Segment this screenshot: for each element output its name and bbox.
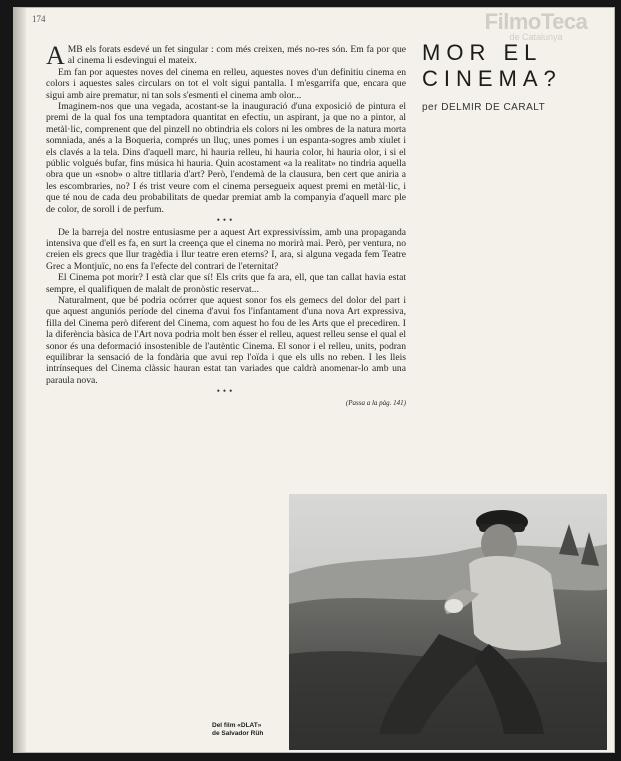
article-paragraph (46, 41, 406, 70)
article-paragraph: Imaginem-nos que una vegada, acostant-se la inauguració d'una exposició de pintura el premi de la qual fos una temptadora quantitat en efectiu, un aspirant, ja que no a pintor, al metàl·lic, comprenent que del pinzell no obtindria els colors ni les ombres de la natura morta somniada, anés a la Boqueria, comprés un lluç, unes pomes i un espanta-sogres amb xiulet i els clavés a la tela. Dins d'aquell marc, hi hauria relleu, hi hauria color, hi hauria olor, i si el públic volgués bufar, fins música hi hauria. Quin acostament «a la realitat» no tindria aquella obra que un «snob» o altre titllaria d'art? Però, l'endemà de la clausura, ben cert que aniria a les escombraries, no? I és trist veure com el cinema persegueix aquest premi en metàl·lic, i que té nou de cada deu probabilitats de quedar premiat amb la companyia d'aquell marc ple de color, de soroll i de perfum. (46, 101, 406, 215)
article-paragraph: Naturalment, que bé podria ocórrer que aquest sonor fos els gemecs del dolor del part i que aquest anguniós període del cinema d'avui fos l'infantament d'una nova Art expressiva, filla del Cinema però diferent del Cinema, com aquest ho fou de les Arts que el precediren. I la diferència bàsica de l'Art nova podria molt ben ésser el relleu, aquest relleu sense el qual el sonor és una deformació insostenible de l'autèntic Cinema. El sonor i el relleu, units, podran equilibrar la sensació de la fondària que avui rep l'oïda i que els ulls no reben. I les lleis intrínseques del Cinema clàssic hauran estat tan variades que caldrà anomenar-lo amb una paraula nova. (46, 294, 406, 386)
paragraph-text: MB els forats esdevé un fet singular : com més creixen, més no-res són. Em fa por que al cinema li esdevingui el mateix. (67, 44, 406, 67)
article-paragraph: El Cinema pot morir? I està clar que sí! Els crits que fa ara, ell, que tan callat havia estat sempre, el qualifiquen de malalt de pronòstic reservat... (46, 272, 406, 295)
article-title-block (422, 40, 610, 113)
article-body (46, 41, 406, 409)
drop-cap: A (46, 41, 65, 70)
article-title-line-2: CINEMA? (422, 66, 562, 91)
watermark-logo (462, 10, 610, 42)
article-paragraph: Em fan por aquestes noves del cinema en relleu, aquestes noves d'un definitiu cinema en colors i aquestes sales circulars on tot el volt sigui pantalla. I m'esgarrifa que, encara que sigui amb aire prematur, ni tan sols s'esmenti el cinema amb olor... (46, 66, 406, 101)
film-still-photo (289, 494, 607, 750)
article-byline: per DELMIR DE CARALT (422, 102, 546, 113)
photo-caption-line-2: de Salvador Rüh (212, 730, 264, 737)
film-still-illustration (289, 494, 607, 750)
photo-caption-line-1: Del film «DLAT» (212, 722, 262, 729)
section-separator: ••• (216, 215, 236, 226)
watermark-brand: FilmoTeca (484, 9, 588, 34)
article-title-line-1: MOR EL (422, 40, 543, 65)
photo-caption (212, 722, 282, 738)
watermark-sub: de Catalunya (509, 32, 563, 42)
page-number: 174 (32, 14, 46, 24)
article-paragraph: De la barreja del nostre entusiasme per a aquest Art expressivíssim, amb una propaganda intensiva que d'ell es fa, en surt la creença que el cinema no morirà mai. Però, per ventura, no creien els grecs que llur tragèdia i llur teatre eren eterns? I, ara, si alguna vegada fem Teatre Grec a Montjuïc, no ens fa l'efecte del contrari de l'eternitat? (46, 226, 406, 272)
continued-note: (Passa a la pàg. 141) (345, 398, 406, 407)
section-separator: ••• (216, 386, 236, 397)
page-binding-shadow (14, 8, 26, 752)
